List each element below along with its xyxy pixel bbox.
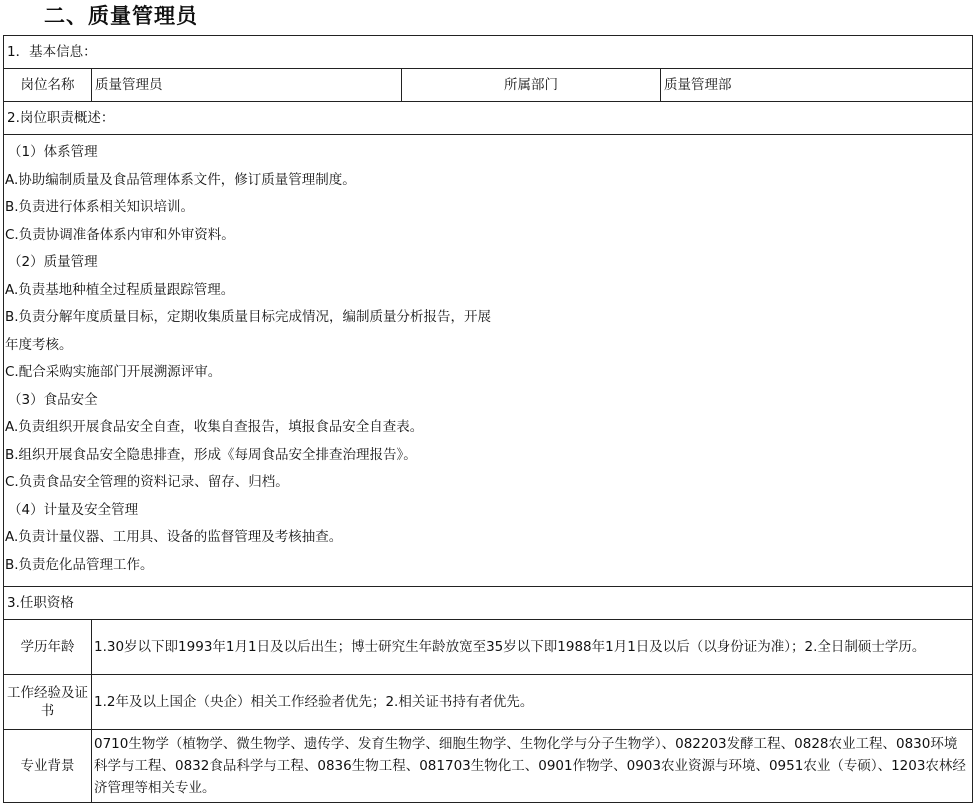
duty-line: B.组织开展食品安全隐患排查，形成《每周食品安全排查治理报告》。 [5,446,417,463]
education-age-label: 学历年龄 [4,620,92,675]
duty-line: 年度考核。 [5,336,73,353]
duties-list [4,135,973,587]
duty-line: B.负责分解年度质量目标，定期收集质量目标完成情况，编制质量分析报告，开展 [5,309,492,325]
duty-line: （3）食品安全 [8,391,98,408]
duty-line: A.负责计量仪器、工用具、设备的监督管理及考核抽查。 [5,529,343,545]
major-background-label: 专业背景 [4,730,92,803]
duty-line: C.负责食品安全管理的资料记录、留存、归档。 [5,474,289,490]
duty-line: B.负责危化品管理工作。 [5,556,154,573]
requirements-heading: 3.任职资格 [4,587,973,620]
duty-line: A.负责基地种植全过程质量跟踪管理。 [5,281,235,298]
duty-line: B.负责进行体系相关知识培训。 [5,199,195,215]
department-label: 所属部门 [402,69,661,102]
duty-line: C.负责协调准备体系内审和外审资料。 [5,226,235,243]
major-background-text: 0710生物学（植物学、微生物学、遗传学、发育生物学、细胞生物学、生物化学与分子生物学）、082203发酵工程、0828农业工程、0830环境科学与工程、0832食品科学与工程、0836生物工程、081703生物化工、0901作物学、0903农业资源与环境、0951农业（专硕）、1203农林经济管理等相关专业。 [92,730,973,803]
duties-heading: 2.岗位职责概述： [4,102,973,135]
basic-info-heading: 1．基本信息： [4,36,973,69]
job-description-table [3,35,973,803]
position-value: 质量管理员 [92,69,402,102]
experience-cert-text: 1.2年及以上国企（央企）相关工作经验者优先；2.相关证书持有者优先。 [92,675,973,730]
duty-line: C.配合采购实施部门开展溯源评审。 [5,364,222,380]
section-title: 二、质量管理员 [44,4,198,28]
duty-line: A.协助编制质量及食品管理体系文件，修订质量管理制度。 [5,171,356,188]
position-label: 岗位名称 [4,69,92,102]
education-age-text: 1.30岁以下即1993年1月1日及以后出生；博士研究生年龄放宽至35岁以下即1988年1月1日及以后（以身份证为准）；2.全日制硕士学历。 [92,620,973,675]
experience-cert-label: 工作经验及证书 [4,675,92,730]
duty-line: （4）计量及安全管理 [8,501,139,518]
duty-line: A.负责组织开展食品安全自查，收集自查报告，填报食品安全自查表。 [5,419,424,435]
duty-line: （1）体系管理 [8,144,98,160]
department-value: 质量管理部 [661,69,973,102]
duty-line: （2）质量管理 [8,254,98,270]
